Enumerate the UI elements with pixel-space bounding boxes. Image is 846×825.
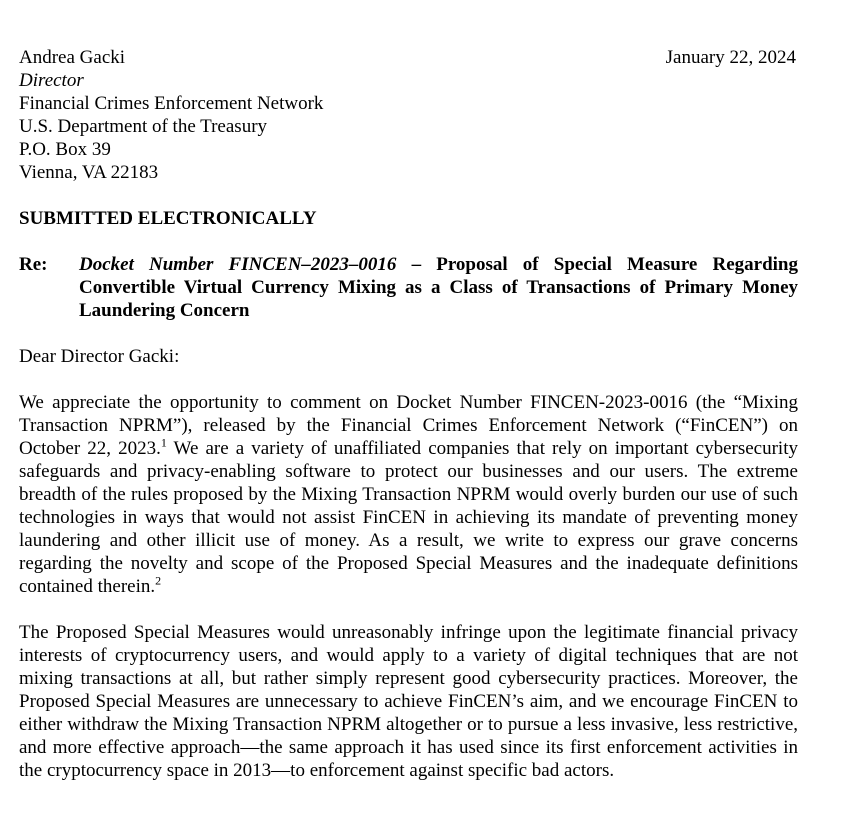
re-label: Re:	[19, 254, 48, 275]
re-subject	[79, 253, 798, 322]
recipient-org: Financial Crimes Enforcement Network	[19, 93, 324, 114]
footnote-ref-1[interactable]: 1	[160, 435, 167, 450]
recipient-title: Director	[19, 70, 84, 91]
body-paragraph-1	[19, 391, 798, 598]
docket-number: Docket Number FINCEN–2023–0016	[79, 254, 397, 275]
re-line	[19, 253, 798, 322]
body-paragraph-2: The Proposed Special Measures would unreasonably infringe upon the legitimate financial privacy interests of cryptocurrency users, and would apply to a variety of digital techniques that are not mixing transactions at all, but rather simply represent good cybersecurity practices. Moreover, the Proposed Special Measures are unnecessary to achieve FinCEN’s aim, and we encourage FinCEN to either withdraw the Mixing Transaction NPRM altogether or to pursue a less invasive, less restrictive, and more effective approach—the same approach it has used since its first enforcement activities in the cryptocurrency space in 2013—to enforcement against specific bad actors.	[19, 622, 798, 781]
recipient-city: Vienna, VA 22183	[19, 162, 159, 183]
letter-date: January 22, 2024	[665, 47, 796, 68]
recipient-name: Andrea Gacki	[19, 47, 126, 68]
recipient-po-box: P.O. Box 39	[19, 139, 111, 160]
letter-header	[19, 46, 798, 184]
para1-text-b: We are a variety of unaffiliated companies that rely on important cybersecurity safeguards and privacy-enabling software to protect our businesses and our users. The extreme breadth of the rules proposed by the Mixing Transaction NPRM would overly burden our use of such technologies in ways that would not assist FinCEN in achieving its mandate of preventing money laundering and other illicit use of money. As a result, we write to express our grave concerns regarding the novelty and scope of the Proposed Special Measures and the inadequate definitions contained therein.	[19, 438, 798, 597]
re-subject-text: – Proposal of Special Measure Regarding Convertible Virtual Currency Mixing as a Class of Transactions of Primary Money Laundering Concern	[79, 254, 798, 321]
salutation: Dear Director Gacki:	[19, 346, 180, 367]
submission-note: SUBMITTED ELECTRONICALLY	[19, 208, 317, 229]
recipient-dept: U.S. Department of the Treasury	[19, 116, 268, 137]
letter-page	[19, 46, 798, 782]
para1-text-a: We appreciate the opportunity to comment on Docket Number FINCEN-2023-0016 (the “Mixing Transaction NPRM”), released by the Financial Crimes Enforcement Network (“FinCEN”) on October 22, 2023.	[19, 392, 798, 459]
footnote-ref-2[interactable]: 2	[155, 573, 162, 588]
